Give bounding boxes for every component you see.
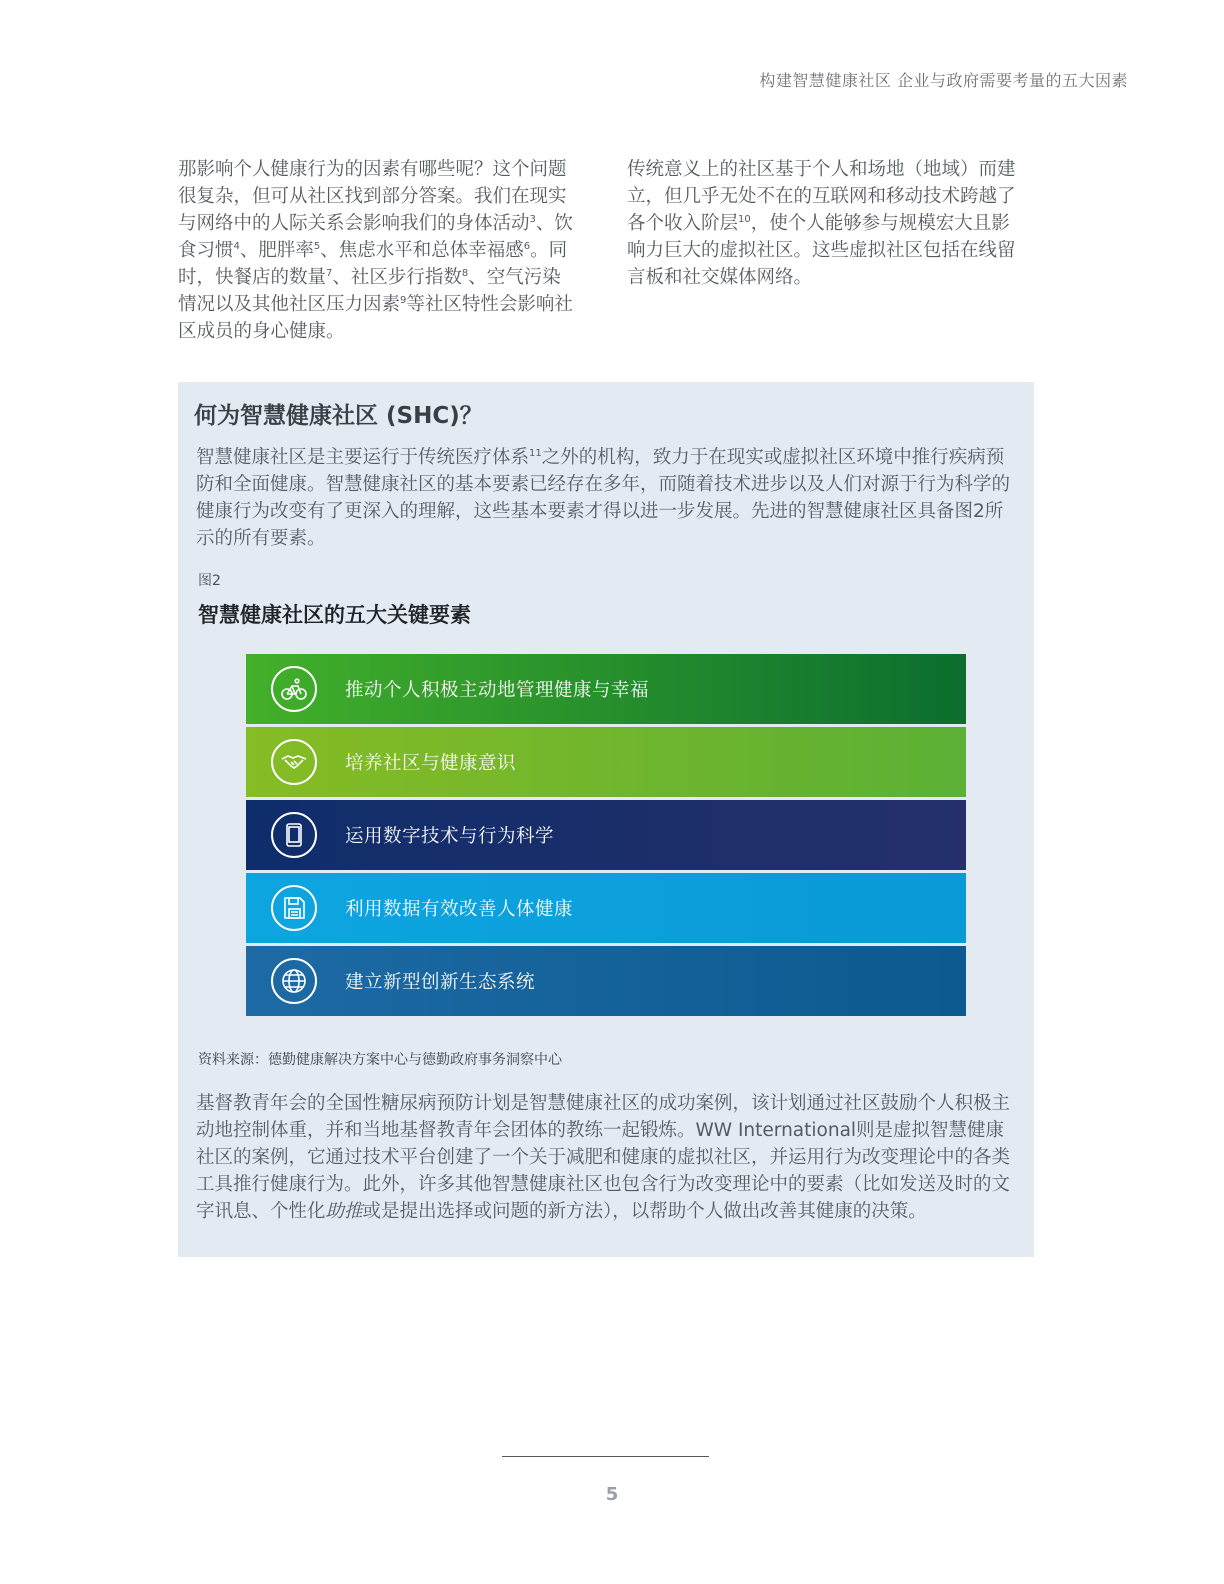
figure-title: 智慧健康社区的五大关键要素 <box>198 603 471 627</box>
element-label: 建立新型创新生态系统 <box>345 972 536 993</box>
tablet-icon <box>271 812 317 858</box>
element-label: 培养社区与健康意识 <box>345 753 517 774</box>
element-bar-community-awareness <box>246 727 966 797</box>
element-label: 运用数字技术与行为科学 <box>345 826 555 847</box>
element-bar-data-health <box>246 873 966 943</box>
figure-label: 图2 <box>198 573 221 589</box>
footer-divider <box>502 1456 709 1457</box>
handshake-icon <box>271 739 317 785</box>
shc-definition: 智慧健康社区是主要运行于传统医疗体系$^{11}$之外的机构，致力于在现实或虚拟社区环境中推行疾病预防和全面健康。智慧健康社区的基本要素已经存在多年，而随着技术进步以及人们对源于行为科学的健康行为改变有了更深入的理解，这些基本要素才得以进一步发展。先进的智慧健康社区具备图2所示的所有要素。 <box>196 447 1011 549</box>
figure-source: 资料来源：德勤健康解决方案中心与德勤政府事务洞察中心 <box>198 1052 562 1068</box>
running-header: 构建智慧健康社区 企业与政府需要考量的五大因素 <box>759 71 1128 90</box>
shc-callout-box <box>178 382 1034 1257</box>
page-number: 5 <box>605 1484 619 1505</box>
element-bar-innovation-ecosystem <box>246 946 966 1016</box>
element-label: 推动个人积极主动地管理健康与幸福 <box>345 680 650 701</box>
intro-right-column: 传统意义上的社区基于个人和场地（地域）而建立，但几乎无处不在的互联网和移动技术跨越了各个收入阶层$^{10}$，使个人能够参与规模宏大且影响力巨大的虚拟社区。这些虚拟社区包括在线留言板和社交媒体网络。 <box>627 159 1016 288</box>
shc-title: 何为智慧健康社区 (SHC)？ <box>194 403 483 429</box>
globe-icon <box>271 958 317 1004</box>
bicycle-icon <box>271 666 317 712</box>
element-label: 利用数据有效改善人体健康 <box>345 899 574 920</box>
intro-left-column: 那影响个人健康行为的因素有哪些呢？这个问题很复杂，但可从社区找到部分答案。我们在现实与网络中的人际关系会影响我们的身体活动$^3$、饮食习惯$^4$、肥胖率$^5$、焦虑水平和总体幸福感$^6$。同时，快餐店的数量$^7$、社区步行指数$^8$、空气污染情况以及其他社区压力因素$^9$等社区特性会影响社区成员的身心健康。 <box>178 159 573 342</box>
floppy-disk-icon <box>271 885 317 931</box>
element-bar-digital-behavioral-science <box>246 800 966 870</box>
element-bar-proactive-health <box>246 654 966 724</box>
key-elements-list <box>246 654 966 1019</box>
shc-examples-paragraph: 基督教青年会的全国性糖尿病预防计划是智慧健康社区的成功案例，该计划通过社区鼓励个人积极主动地控制体重，并和当地基督教青年会团体的教练一起锻炼。WW International则是虚拟智慧健康社区的案例，它通过技术平台创建了一个关于减肥和健康的虚拟社区，并运用行为改变理论中的各类工具推行健康行为。此外，许多其他智慧健康社区也包含行为改变理论中的要素（比如发送及时的文字讯息、个性化助推或是提出选择或问题的新方法），以帮助个人做出改善其健康的决策。 <box>196 1093 1011 1222</box>
